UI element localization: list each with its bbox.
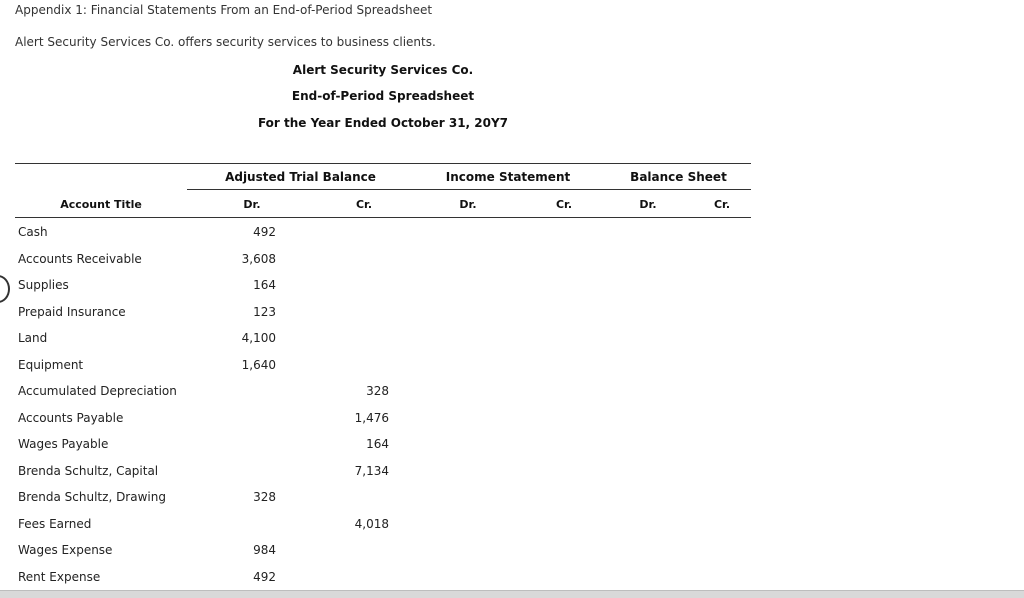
atb-dr-value: 492 — [253, 570, 276, 584]
col-is-cr: Cr. — [555, 198, 573, 211]
col-bs-dr: Dr. — [639, 198, 657, 211]
table-top-rule — [15, 163, 751, 164]
account-name: Fees Earned — [18, 517, 92, 531]
appendix-heading: Appendix 1: Financial Statements From an End-of-Period Spreadsheet — [15, 3, 433, 17]
account-name: Equipment — [18, 358, 84, 372]
company-name: Alert Security Services Co. — [292, 63, 474, 77]
period-title: For the Year Ended October 31, 20Y7 — [257, 116, 509, 130]
atb-dr-value: 328 — [253, 490, 276, 504]
col-atb-dr: Dr. — [243, 198, 261, 211]
account-name: Prepaid Insurance — [18, 305, 126, 319]
account-name: Wages Expense — [18, 543, 113, 557]
atb-dr-value: 984 — [253, 543, 276, 557]
account-name: Brenda Schultz, Capital — [18, 464, 159, 478]
col-is-dr: Dr. — [459, 198, 477, 211]
atb-dr-value: 164 — [253, 278, 276, 292]
intro-text: Alert Security Services Co. offers security services to business clients. — [15, 35, 436, 49]
account-name: Land — [18, 331, 48, 345]
account-name: Brenda Schultz, Drawing — [18, 490, 166, 504]
atb-dr-value: 492 — [253, 225, 276, 239]
atb-cr-value: 1,476 — [354, 411, 389, 425]
account-name: Cash — [18, 225, 48, 239]
edge-circle-icon — [0, 275, 10, 303]
account-name: Supplies — [18, 278, 69, 292]
spreadsheet-title: End-of-Period Spreadsheet — [291, 89, 475, 103]
group-income-statement: Income Statement — [445, 170, 571, 184]
group-balance-sheet: Balance Sheet — [630, 170, 727, 184]
account-name: Accounts Receivable — [18, 252, 142, 266]
column-header-rule — [15, 217, 751, 218]
atb-dr-value: 123 — [253, 305, 276, 319]
col-account-title: Account Title — [60, 198, 142, 211]
atb-cr-value: 164 — [366, 437, 389, 451]
account-name: Accumulated Depreciation — [18, 384, 177, 398]
col-atb-cr: Cr. — [355, 198, 373, 211]
atb-dr-value: 1,640 — [241, 358, 276, 372]
atb-cr-value: 4,018 — [354, 517, 389, 531]
group-header-rule — [187, 189, 751, 190]
group-adjusted-trial-balance: Adjusted Trial Balance — [225, 170, 376, 184]
col-bs-cr: Cr. — [713, 198, 731, 211]
account-name: Rent Expense — [18, 570, 101, 584]
account-name: Accounts Payable — [18, 411, 124, 425]
account-name: Wages Payable — [18, 437, 109, 451]
atb-cr-value: 328 — [366, 384, 389, 398]
atb-dr-value: 3,608 — [241, 252, 276, 266]
atb-cr-value: 7,134 — [354, 464, 389, 478]
atb-dr-value: 4,100 — [241, 331, 276, 345]
